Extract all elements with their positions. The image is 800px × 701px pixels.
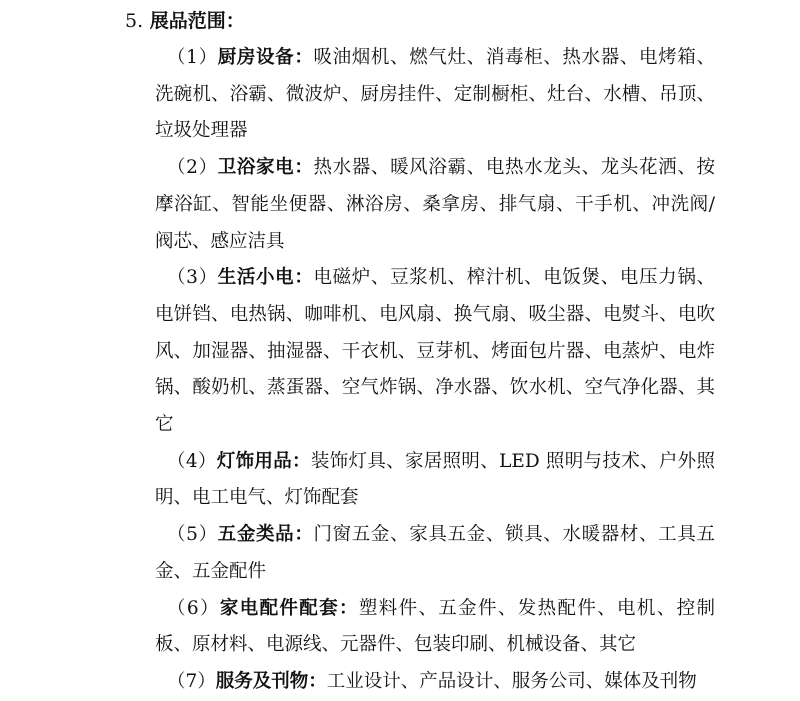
category-title: 服务及刊物：: [215, 670, 327, 692]
heading-title: 展品范围：: [149, 10, 245, 32]
category-kitchen-equipment: [155, 40, 715, 150]
category-items: 工业设计、产品设计、服务公司、媒体及刊物: [326, 670, 697, 692]
heading-number: 5.: [125, 10, 144, 32]
category-index: （3）: [167, 267, 218, 289]
category-list: [155, 40, 715, 701]
category-services-publications: [155, 664, 715, 701]
category-hardware: [155, 517, 715, 590]
category-appliance-parts: [155, 591, 715, 664]
category-items: 电磁炉、豆浆机、榨汁机、电饭煲、电压力锅、电饼铛、电热锅、咖啡机、电风扇、换气扇、吸尘器、电熨斗、电吹风、加湿器、抽湿器、干衣机、豆芽机、烤面包片器、电蒸炉、电炸锅、酸奶机、蒸蛋器、空气炸锅、净水器、饮水机、空气净化器、其它: [155, 267, 715, 436]
category-small-appliances: [155, 260, 715, 444]
category-index: （2）: [167, 157, 218, 179]
category-title: 五金类品：: [217, 524, 314, 546]
category-lighting: [155, 444, 715, 517]
category-title: 厨房设备：: [217, 47, 314, 68]
category-bathroom-appliances: [155, 150, 715, 260]
category-title: 生活小电：: [217, 267, 314, 289]
category-index: （7）: [167, 670, 216, 692]
category-items: 塑料件、五金件、发热配件、电机、控制板、原材料、电源线、元器件、包装印刷、机械设备、其它: [155, 597, 715, 656]
section-heading: [125, 6, 245, 36]
category-index: （5）: [167, 524, 218, 546]
category-items: 热水器、暖风浴霸、电热水龙头、龙头花洒、按摩浴缸、智能坐便器、淋浴房、桑拿房、排气扇、干手机、冲洗阀/阀芯、感应洁具: [155, 157, 715, 252]
category-index: （4）: [167, 450, 217, 472]
category-index: （1）: [167, 47, 218, 68]
category-items: 门窗五金、家具五金、锁具、水暖器材、工具五金、五金配件: [155, 524, 715, 582]
category-index: （6）: [167, 597, 220, 619]
category-title: 卫浴家电：: [217, 157, 314, 179]
category-title: 家电配件配套：: [219, 597, 359, 619]
category-title: 灯饰用品：: [216, 450, 311, 472]
category-items: 装饰灯具、家居照明、LED 照明与技术、户外照明、电工电气、灯饰配套: [155, 450, 715, 509]
category-items: 吸油烟机、燃气灶、消毒柜、热水器、电烤箱、洗碗机、浴霸、微波炉、厨房挂件、定制橱柜、灶台、水槽、吊顶、垃圾处理器: [155, 47, 715, 142]
